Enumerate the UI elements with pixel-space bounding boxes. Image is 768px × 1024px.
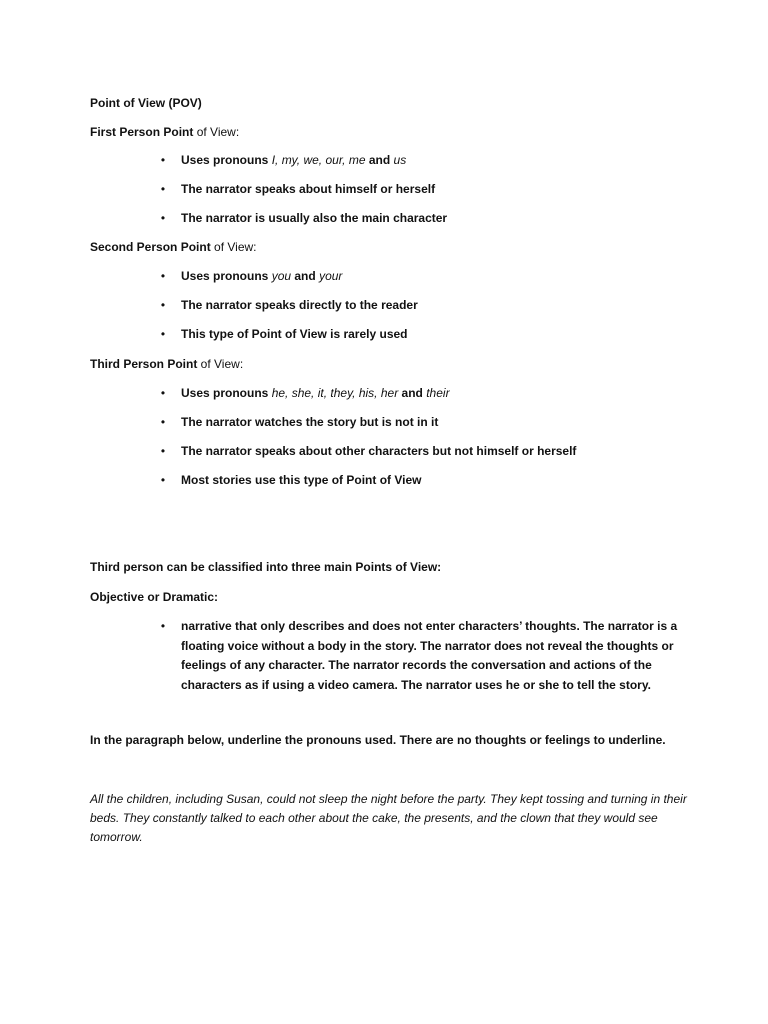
- bullet-icon: •: [160, 444, 166, 458]
- list-item-text: Uses pronouns he, she, it, they, his, her and their: [181, 386, 450, 400]
- second-person-heading-bold: Second Person Point: [90, 240, 211, 254]
- list-item-text: The narrator is usually also the main character: [181, 211, 448, 225]
- bullet-icon: •: [160, 473, 166, 487]
- bullet-icon: •: [160, 298, 166, 312]
- list-item-text: Uses pronouns you and your: [181, 269, 343, 283]
- bullet-icon: •: [160, 619, 166, 633]
- bullet-icon: •: [160, 269, 166, 283]
- instruction-text: In the paragraph below, underline the pronouns used. There are no thoughts or feelings to underline.: [90, 733, 666, 747]
- first-person-heading: [90, 124, 239, 140]
- list-item-text: The narrator speaks about himself or herself: [181, 182, 436, 196]
- objective-heading: Objective or Dramatic:: [90, 590, 219, 604]
- second-person-heading-rest: of View:: [210, 240, 257, 254]
- objective-description-text: narrative that only describes and does not enter characters’ thoughts. The narrator is a floating voice without a body in the story. The narrator does not reveal the thoughts or feelings of any character. The narrator records the conversation and actions of the characters as if using a video camera. The narrator uses he or she to tell the story.: [181, 619, 678, 692]
- objective-description-item: [158, 617, 698, 695]
- first-person-heading-bold: First Person Point: [90, 125, 194, 139]
- bullet-icon: •: [160, 327, 166, 341]
- third-person-heading-rest: of View:: [197, 357, 244, 371]
- list-item-text: The narrator speaks directly to the reader: [181, 298, 418, 312]
- bullet-icon: •: [160, 153, 166, 167]
- first-person-heading-rest: of View:: [193, 125, 240, 139]
- second-person-heading: [90, 239, 257, 255]
- third-person-heading: [90, 356, 243, 372]
- bullet-icon: •: [160, 211, 166, 225]
- page-title: Point of View (POV): [90, 96, 202, 110]
- list-item-text: Uses pronouns I, my, we, our, me and us: [181, 153, 407, 167]
- classification-heading: Third person can be classified into three main Points of View:: [90, 560, 442, 574]
- list-item-text: This type of Point of View is rarely used: [181, 327, 408, 341]
- bullet-icon: •: [160, 182, 166, 196]
- practice-passage: All the children, including Susan, could not sleep the night before the party. They kept tossing and turning in their beds. They constantly talked to each other about the cake, the presents, and the clown that they would see tomorrow.: [90, 792, 687, 844]
- list-item-text: Most stories use this type of Point of View: [181, 473, 422, 487]
- bullet-icon: •: [160, 415, 166, 429]
- list-item-text: The narrator speaks about other characters but not himself or herself: [181, 444, 577, 458]
- list-item-text: The narrator watches the story but is not in it: [181, 415, 439, 429]
- third-person-heading-bold: Third Person Point: [90, 357, 198, 371]
- bullet-icon: •: [160, 386, 166, 400]
